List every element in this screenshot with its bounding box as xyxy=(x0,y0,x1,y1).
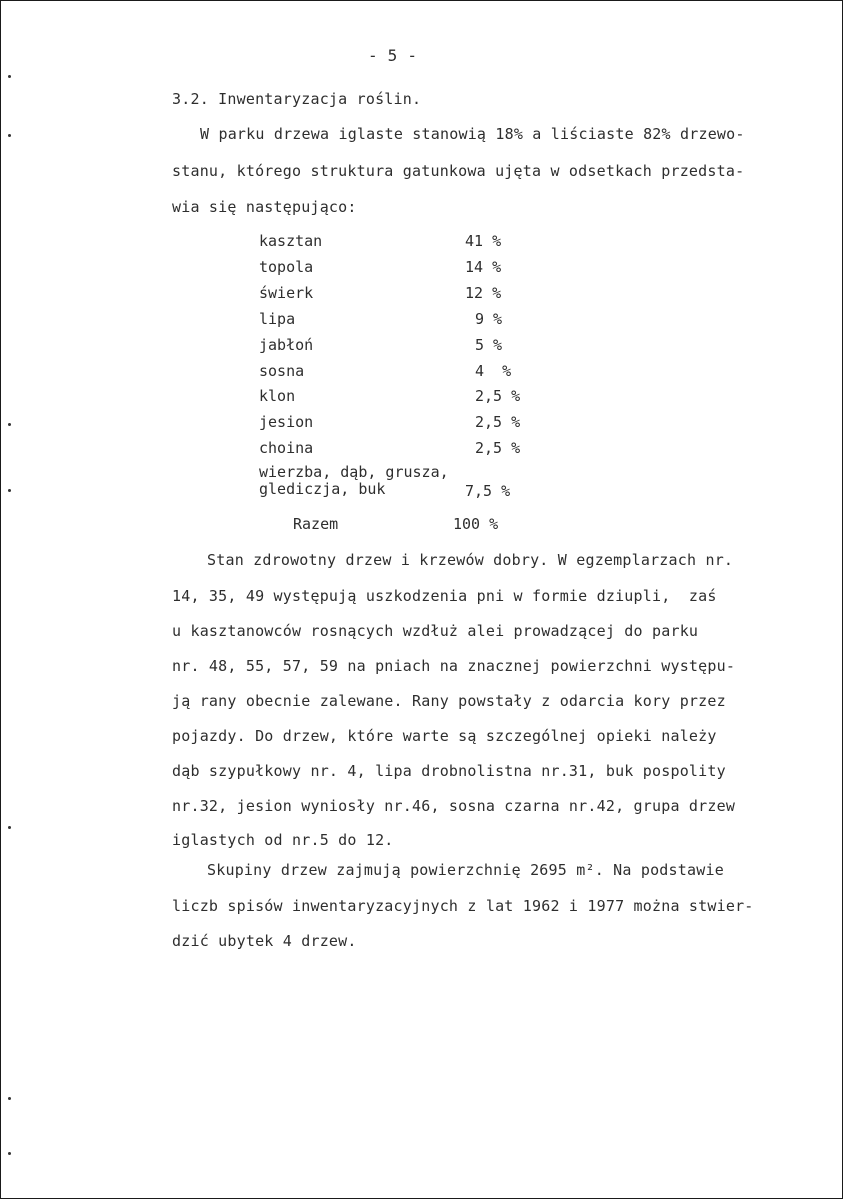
page-number: - 5 - xyxy=(368,46,418,65)
paragraph-line: pojazdy. Do drzew, które warte są szczególnej opieki należy xyxy=(172,727,717,745)
margin-mark xyxy=(8,423,11,426)
species-value: 5 % xyxy=(475,336,503,354)
margin-mark xyxy=(8,1152,11,1155)
paragraph-line: iglastych od nr.5 do 12. xyxy=(172,831,394,849)
intro-line: W parku drzewa iglaste stanowią 18% a liściaste 82% drzewo- xyxy=(200,125,745,143)
paragraph-line: liczb spisów inwentaryzacyjnych z lat 1962 i 1977 można stwier- xyxy=(172,897,754,915)
species-name-continued: glediczja, buk xyxy=(259,480,386,498)
total-value: 100 % xyxy=(453,515,499,533)
species-name: lipa xyxy=(259,310,296,328)
species-value: 41 % xyxy=(465,232,502,250)
species-value: 4 % xyxy=(475,362,512,380)
margin-mark xyxy=(8,75,11,78)
intro-line: wia się następująco: xyxy=(172,198,357,216)
species-name: jesion xyxy=(259,413,314,431)
species-name: kasztan xyxy=(259,232,323,250)
paragraph-line: ją rany obecnie zalewane. Rany powstały z odarcia kory przez xyxy=(172,692,726,710)
species-value: 2,5 % xyxy=(475,413,521,431)
intro-line: stanu, którego struktura gatunkowa ujęta w odsetkach przedsta- xyxy=(172,162,745,180)
species-value: 7,5 % xyxy=(465,482,511,500)
paragraph-line: dzić ubytek 4 drzew. xyxy=(172,932,357,950)
species-name: topola xyxy=(259,258,314,276)
species-name: świerk xyxy=(259,284,314,302)
species-name: klon xyxy=(259,387,296,405)
paragraph-line: Stan zdrowotny drzew i krzewów dobry. W egzemplarzach nr. xyxy=(207,551,734,569)
paragraph-line: u kasztanowców rosnących wzdłuż alei prowadzącej do parku xyxy=(172,622,699,640)
species-value: 12 % xyxy=(465,284,502,302)
species-name: sosna xyxy=(259,362,305,380)
species-value: 2,5 % xyxy=(475,439,521,457)
species-value: 2,5 % xyxy=(475,387,521,405)
paragraph-line: dąb szypułkowy nr. 4, lipa drobnolistna nr.31, buk pospolity xyxy=(172,762,726,780)
paragraph-line: nr.32, jesion wyniosły nr.46, sosna czarna nr.42, grupa drzew xyxy=(172,797,736,815)
species-name: jabłoń xyxy=(259,336,314,354)
paragraph-line: 14, 35, 49 występują uszkodzenia pni w formie dziupli, zaś xyxy=(172,587,717,605)
margin-mark xyxy=(8,489,11,492)
paragraph-line: nr. 48, 55, 57, 59 na pniach na znacznej powierzchni występu- xyxy=(172,657,736,675)
species-name: choina xyxy=(259,439,314,457)
paragraph-line: Skupiny drzew zajmują powierzchnię 2695 m². Na podstawie xyxy=(207,861,724,879)
total-label: Razem xyxy=(293,515,339,533)
species-value: 14 % xyxy=(465,258,502,276)
species-name: wierzba, dąb, grusza, xyxy=(259,463,449,481)
section-heading: 3.2. Inwentaryzacja roślin. xyxy=(172,90,422,108)
margin-mark xyxy=(8,134,11,137)
margin-mark xyxy=(8,826,11,829)
margin-mark xyxy=(8,1097,11,1100)
species-value: 9 % xyxy=(475,310,503,328)
